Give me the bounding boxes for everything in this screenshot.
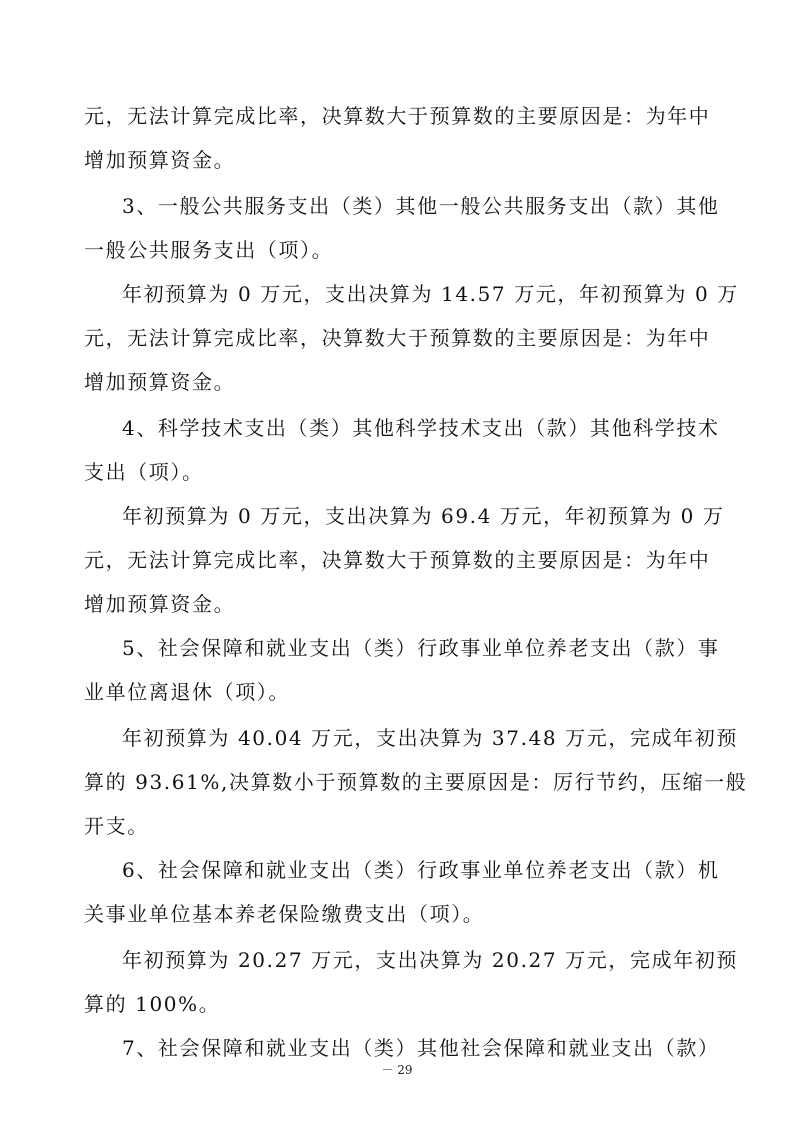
text-line: 增加预算资金。 bbox=[84, 148, 236, 172]
text-line: 年初预算为 0 万元，支出决算为 69.4 万元，年初预算为 0 万 bbox=[122, 504, 725, 528]
section-heading-line: 4、科学技术支出（类）其他科学技术支出（款）其他科学技术 bbox=[122, 416, 720, 440]
section-heading-line: 一般公共服务支出（项）。 bbox=[84, 238, 334, 262]
text-line: 元，无法计算完成比率，决算数大于预算数的主要原因是：为年中 bbox=[84, 548, 711, 572]
section-heading-line: 5、社会保障和就业支出（类）行政事业单位养老支出（款）事 bbox=[122, 636, 720, 660]
section-heading-line: 关事业单位基本养老保险缴费支出（项）。 bbox=[84, 902, 485, 926]
text-line: 算的 93.61%,决算数小于预算数的主要原因是：厉行节约，压缩一般 bbox=[84, 770, 748, 794]
section-heading-line: 业单位离退休（项）。 bbox=[84, 680, 290, 704]
page-number: － 29 bbox=[381, 1063, 413, 1077]
text-line: 年初预算为 0 万元，支出决算为 14.57 万元，年初预算为 0 万 bbox=[122, 282, 739, 306]
text-line: 元，无法计算完成比率，决算数大于预算数的主要原因是：为年中 bbox=[84, 104, 711, 128]
text-line: 增加预算资金。 bbox=[84, 370, 236, 394]
text-line: 年初预算为 40.04 万元，支出决算为 37.48 万元，完成年初预 bbox=[122, 726, 738, 750]
text-line: 算的 100%。 bbox=[84, 992, 221, 1016]
section-heading-line: 7、社会保障和就业支出（类）其他社会保障和就业支出（款） bbox=[122, 1036, 720, 1060]
text-line: 增加预算资金。 bbox=[84, 592, 236, 616]
text-line: 元，无法计算完成比率，决算数大于预算数的主要原因是：为年中 bbox=[84, 326, 711, 350]
text-line: 年初预算为 20.27 万元，支出决算为 20.27 万元，完成年初预 bbox=[122, 948, 738, 972]
section-heading-line: 3、一般公共服务支出（类）其他一般公共服务支出（款）其他 bbox=[122, 194, 720, 218]
section-heading-line: 6、社会保障和就业支出（类）行政事业单位养老支出（款）机 bbox=[122, 858, 720, 882]
section-heading-line: 支出（项）。 bbox=[84, 460, 204, 484]
text-line: 开支。 bbox=[84, 814, 149, 838]
